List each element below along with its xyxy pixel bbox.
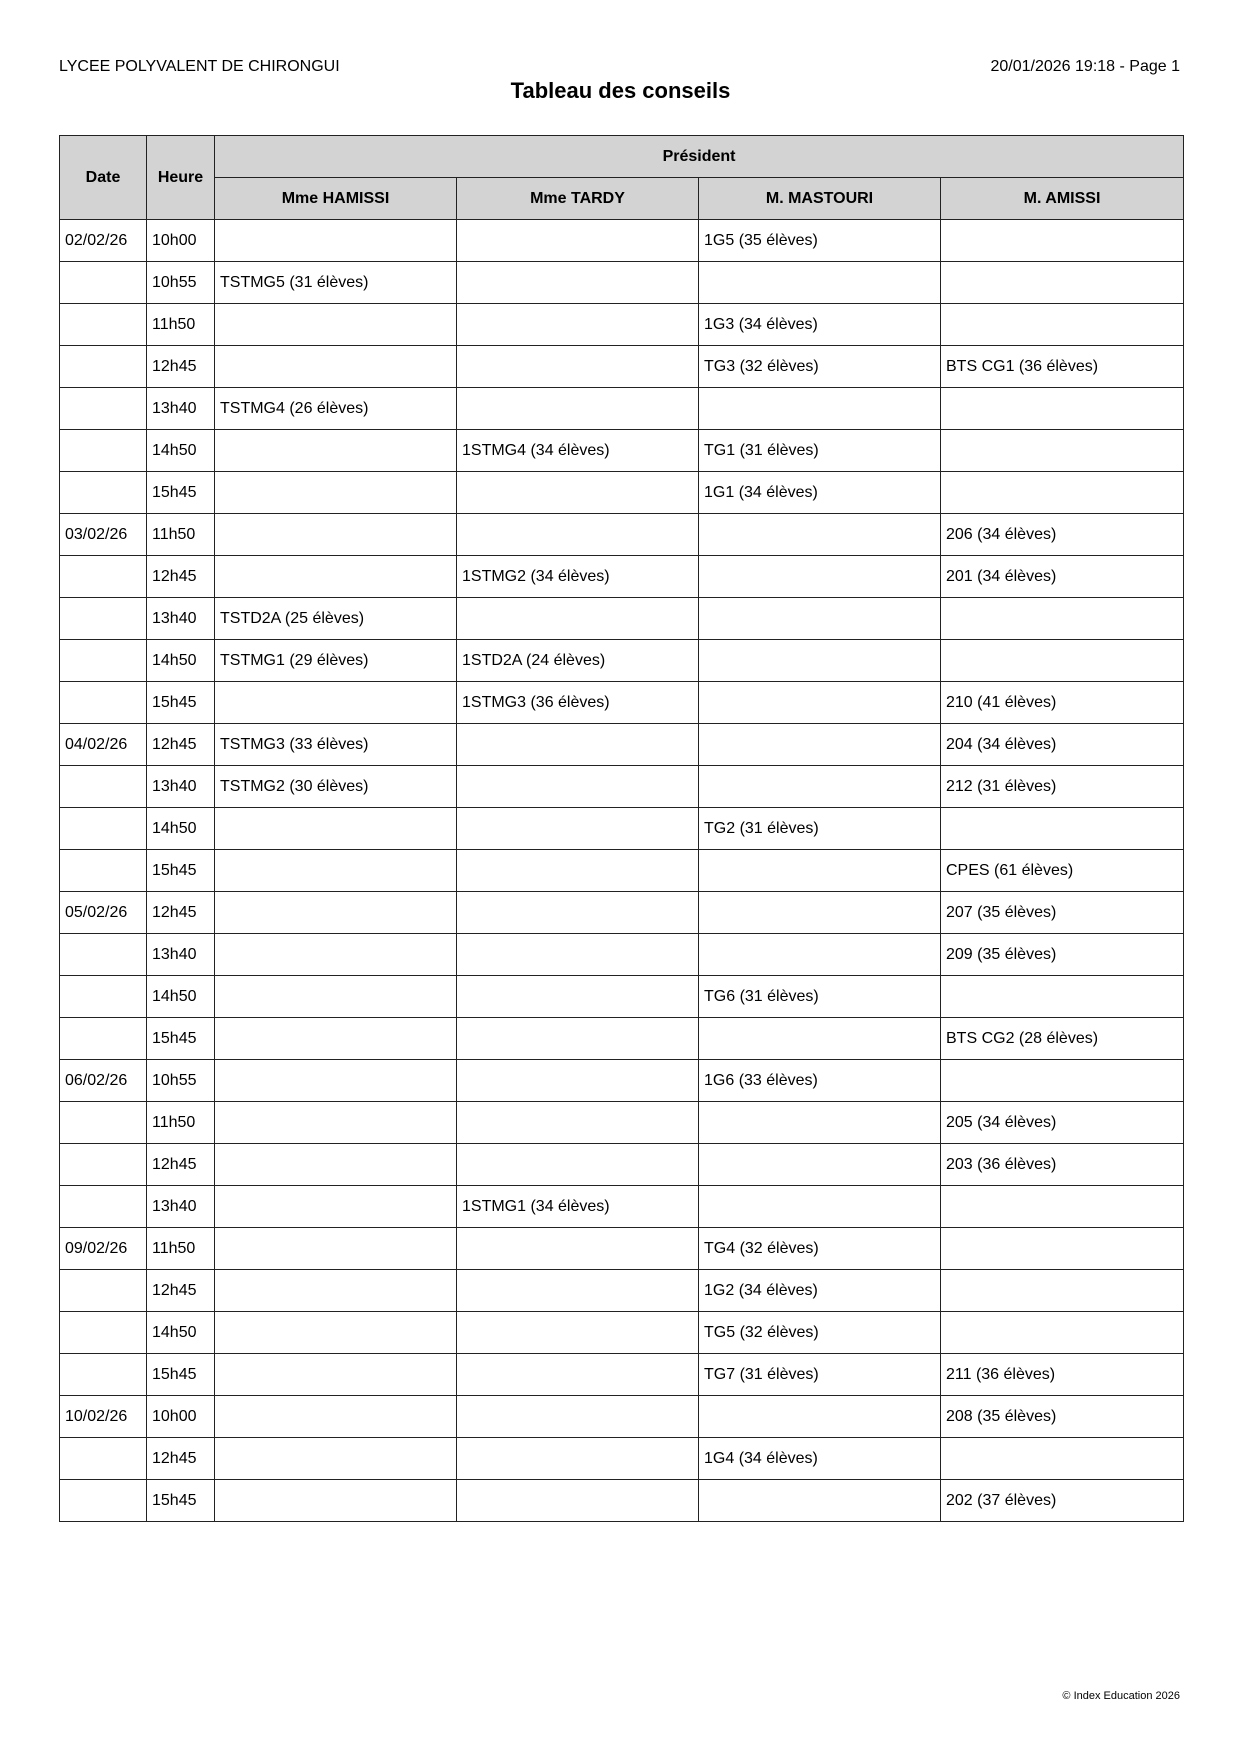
time-cell: 13h40 — [147, 934, 215, 976]
date-cell — [60, 682, 147, 724]
class-cell: TG7 (31 élèves) — [699, 1354, 941, 1396]
date-cell — [60, 346, 147, 388]
class-cell — [215, 220, 457, 262]
class-cell — [457, 1228, 699, 1270]
table-row — [60, 1228, 1184, 1270]
class-cell — [457, 808, 699, 850]
class-cell — [941, 808, 1184, 850]
copyright: © Index Education 2026 — [1062, 1690, 1180, 1702]
class-cell — [215, 1018, 457, 1060]
class-cell: 201 (34 élèves) — [941, 556, 1184, 598]
class-cell — [699, 1018, 941, 1060]
date-cell — [60, 766, 147, 808]
table-row — [60, 1396, 1184, 1438]
president-group-header: Président — [215, 136, 1184, 178]
time-cell: 12h45 — [147, 556, 215, 598]
page-title: Tableau des conseils — [510, 78, 731, 103]
class-cell — [215, 1312, 457, 1354]
class-cell — [457, 1480, 699, 1522]
time-cell: 11h50 — [147, 514, 215, 556]
class-cell — [215, 1228, 457, 1270]
table-row — [60, 1102, 1184, 1144]
class-cell — [699, 1102, 941, 1144]
class-cell: 205 (34 élèves) — [941, 1102, 1184, 1144]
class-cell — [941, 976, 1184, 1018]
date-cell: 05/02/26 — [60, 892, 147, 934]
time-cell: 15h45 — [147, 1018, 215, 1060]
time-cell: 14h50 — [147, 976, 215, 1018]
date-cell — [60, 598, 147, 640]
date-cell — [60, 1102, 147, 1144]
class-cell: 1G4 (34 élèves) — [699, 1438, 941, 1480]
table-row — [60, 1060, 1184, 1102]
class-cell — [699, 598, 941, 640]
class-cell: TG4 (32 élèves) — [699, 1228, 941, 1270]
class-cell — [941, 430, 1184, 472]
time-cell: 14h50 — [147, 1312, 215, 1354]
date-cell — [60, 640, 147, 682]
class-cell — [457, 598, 699, 640]
time-cell: 13h40 — [147, 388, 215, 430]
class-cell — [941, 304, 1184, 346]
class-cell — [457, 1312, 699, 1354]
class-cell: TG5 (32 élèves) — [699, 1312, 941, 1354]
class-cell: 203 (36 élèves) — [941, 1144, 1184, 1186]
class-cell: 208 (35 élèves) — [941, 1396, 1184, 1438]
class-cell: 1G2 (34 élèves) — [699, 1270, 941, 1312]
class-cell — [941, 388, 1184, 430]
class-cell — [457, 1354, 699, 1396]
class-cell — [215, 1144, 457, 1186]
class-cell — [215, 1354, 457, 1396]
table-row — [60, 1186, 1184, 1228]
class-cell — [215, 1480, 457, 1522]
councils-table — [59, 135, 1184, 1522]
table-row — [60, 598, 1184, 640]
time-cell: 15h45 — [147, 472, 215, 514]
class-cell: 1G6 (33 élèves) — [699, 1060, 941, 1102]
time-cell: 15h45 — [147, 682, 215, 724]
class-cell — [941, 220, 1184, 262]
class-cell: TG2 (31 élèves) — [699, 808, 941, 850]
table-row — [60, 724, 1184, 766]
date-cell — [60, 976, 147, 1018]
class-cell: TSTMG3 (33 élèves) — [215, 724, 457, 766]
class-cell — [699, 640, 941, 682]
class-cell — [215, 850, 457, 892]
class-cell — [457, 220, 699, 262]
class-cell — [457, 1144, 699, 1186]
class-cell — [215, 556, 457, 598]
class-cell — [457, 472, 699, 514]
class-cell: CPES (61 élèves) — [941, 850, 1184, 892]
class-cell: TG1 (31 élèves) — [699, 430, 941, 472]
class-cell — [941, 472, 1184, 514]
time-cell: 11h50 — [147, 1102, 215, 1144]
class-cell — [215, 1102, 457, 1144]
table-row — [60, 1312, 1184, 1354]
class-cell — [457, 304, 699, 346]
class-cell — [457, 934, 699, 976]
table-row — [60, 1270, 1184, 1312]
time-cell: 13h40 — [147, 766, 215, 808]
class-cell — [457, 976, 699, 1018]
table-row — [60, 1354, 1184, 1396]
class-cell — [457, 1102, 699, 1144]
class-cell — [215, 934, 457, 976]
class-cell: 1STMG2 (34 élèves) — [457, 556, 699, 598]
president-column-header: M. MASTOURI — [699, 178, 941, 220]
class-cell — [941, 1228, 1184, 1270]
table-row — [60, 262, 1184, 304]
time-cell: 13h40 — [147, 598, 215, 640]
time-cell: 12h45 — [147, 1438, 215, 1480]
date-cell — [60, 556, 147, 598]
class-cell — [215, 1060, 457, 1102]
time-cell: 15h45 — [147, 1480, 215, 1522]
date-cell — [60, 1480, 147, 1522]
class-cell — [699, 1396, 941, 1438]
class-cell: 210 (41 élèves) — [941, 682, 1184, 724]
class-cell: 211 (36 élèves) — [941, 1354, 1184, 1396]
time-cell: 10h55 — [147, 262, 215, 304]
class-cell — [699, 682, 941, 724]
date-cell — [60, 1186, 147, 1228]
time-cell: 11h50 — [147, 1228, 215, 1270]
class-cell: 204 (34 élèves) — [941, 724, 1184, 766]
class-cell: 1STMG4 (34 élèves) — [457, 430, 699, 472]
table-row — [60, 556, 1184, 598]
date-cell: 10/02/26 — [60, 1396, 147, 1438]
class-cell — [457, 892, 699, 934]
class-cell: 209 (35 élèves) — [941, 934, 1184, 976]
time-cell: 10h55 — [147, 1060, 215, 1102]
class-cell: 202 (37 élèves) — [941, 1480, 1184, 1522]
table-row — [60, 430, 1184, 472]
table-row — [60, 388, 1184, 430]
time-cell: 15h45 — [147, 1354, 215, 1396]
class-cell — [699, 934, 941, 976]
class-cell: BTS CG2 (28 élèves) — [941, 1018, 1184, 1060]
table-row — [60, 808, 1184, 850]
date-cell — [60, 934, 147, 976]
class-cell — [215, 682, 457, 724]
class-cell: 1G5 (35 élèves) — [699, 220, 941, 262]
class-cell — [215, 1396, 457, 1438]
class-cell — [215, 808, 457, 850]
time-cell: 15h45 — [147, 850, 215, 892]
class-cell — [215, 1438, 457, 1480]
class-cell — [215, 892, 457, 934]
date-cell — [60, 808, 147, 850]
class-cell — [457, 724, 699, 766]
class-cell — [457, 514, 699, 556]
class-cell — [699, 1186, 941, 1228]
class-cell — [457, 388, 699, 430]
class-cell — [215, 1186, 457, 1228]
class-cell: TSTMG4 (26 élèves) — [215, 388, 457, 430]
time-cell: 12h45 — [147, 1270, 215, 1312]
class-cell: 206 (34 élèves) — [941, 514, 1184, 556]
class-cell — [215, 1270, 457, 1312]
date-column-header: Date — [60, 136, 147, 220]
time-cell: 10h00 — [147, 220, 215, 262]
class-cell — [699, 1480, 941, 1522]
date-cell — [60, 430, 147, 472]
president-column-header: Mme HAMISSI — [215, 178, 457, 220]
time-cell: 14h50 — [147, 808, 215, 850]
date-cell: 02/02/26 — [60, 220, 147, 262]
time-cell: 14h50 — [147, 430, 215, 472]
print-timestamp: 20/01/2026 19:18 - Page 1 — [990, 58, 1180, 75]
class-cell — [457, 1396, 699, 1438]
class-cell: 1G1 (34 élèves) — [699, 472, 941, 514]
class-cell — [457, 1270, 699, 1312]
time-cell: 12h45 — [147, 346, 215, 388]
date-cell — [60, 472, 147, 514]
time-cell: 14h50 — [147, 640, 215, 682]
date-cell: 09/02/26 — [60, 1228, 147, 1270]
class-cell — [215, 430, 457, 472]
class-cell — [215, 514, 457, 556]
table-row — [60, 976, 1184, 1018]
date-cell: 06/02/26 — [60, 1060, 147, 1102]
class-cell: 212 (31 élèves) — [941, 766, 1184, 808]
class-cell — [699, 388, 941, 430]
class-cell: TSTMG5 (31 élèves) — [215, 262, 457, 304]
date-cell: 04/02/26 — [60, 724, 147, 766]
class-cell: 207 (35 élèves) — [941, 892, 1184, 934]
class-cell — [457, 850, 699, 892]
time-cell: 12h45 — [147, 724, 215, 766]
class-cell — [941, 1312, 1184, 1354]
class-cell — [457, 346, 699, 388]
class-cell — [215, 346, 457, 388]
class-cell — [699, 262, 941, 304]
class-cell — [457, 1060, 699, 1102]
class-cell — [699, 724, 941, 766]
table-row — [60, 892, 1184, 934]
class-cell: TG6 (31 élèves) — [699, 976, 941, 1018]
class-cell: TSTMG1 (29 élèves) — [215, 640, 457, 682]
date-cell — [60, 1438, 147, 1480]
table-row — [60, 304, 1184, 346]
class-cell — [941, 640, 1184, 682]
table-row — [60, 346, 1184, 388]
president-column-header: M. AMISSI — [941, 178, 1184, 220]
date-cell — [60, 1018, 147, 1060]
class-cell — [699, 892, 941, 934]
table-row — [60, 682, 1184, 724]
table-row — [60, 934, 1184, 976]
time-column-header: Heure — [147, 136, 215, 220]
class-cell: TSTMG2 (30 élèves) — [215, 766, 457, 808]
class-cell — [215, 976, 457, 1018]
date-cell — [60, 1354, 147, 1396]
class-cell — [941, 262, 1184, 304]
table-row — [60, 766, 1184, 808]
time-cell: 10h00 — [147, 1396, 215, 1438]
table-row — [60, 850, 1184, 892]
table-row — [60, 220, 1184, 262]
class-cell — [941, 1438, 1184, 1480]
class-cell: 1STMG1 (34 élèves) — [457, 1186, 699, 1228]
class-cell: BTS CG1 (36 élèves) — [941, 346, 1184, 388]
class-cell — [457, 1438, 699, 1480]
date-cell — [60, 304, 147, 346]
table-body — [60, 220, 1184, 1522]
president-column-header: Mme TARDY — [457, 178, 699, 220]
class-cell — [699, 850, 941, 892]
class-cell — [457, 262, 699, 304]
class-cell — [215, 472, 457, 514]
date-cell — [60, 1312, 147, 1354]
class-cell — [699, 766, 941, 808]
table-row — [60, 472, 1184, 514]
class-cell — [699, 556, 941, 598]
class-cell: TSTD2A (25 élèves) — [215, 598, 457, 640]
class-cell: 1G3 (34 élèves) — [699, 304, 941, 346]
table-row — [60, 1144, 1184, 1186]
table-row — [60, 640, 1184, 682]
date-cell — [60, 262, 147, 304]
time-cell: 11h50 — [147, 304, 215, 346]
class-cell — [941, 1270, 1184, 1312]
table-row — [60, 1438, 1184, 1480]
class-cell — [457, 1018, 699, 1060]
time-cell: 12h45 — [147, 1144, 215, 1186]
class-cell — [941, 1186, 1184, 1228]
class-cell: 1STMG3 (36 élèves) — [457, 682, 699, 724]
class-cell — [699, 1144, 941, 1186]
time-cell: 13h40 — [147, 1186, 215, 1228]
class-cell: TG3 (32 élèves) — [699, 346, 941, 388]
table-row — [60, 1018, 1184, 1060]
class-cell — [941, 1060, 1184, 1102]
date-cell — [60, 1144, 147, 1186]
class-cell — [699, 514, 941, 556]
school-name: LYCEE POLYVALENT DE CHIRONGUI — [59, 58, 340, 75]
class-cell — [215, 304, 457, 346]
class-cell: 1STD2A (24 élèves) — [457, 640, 699, 682]
date-cell — [60, 388, 147, 430]
class-cell — [941, 598, 1184, 640]
class-cell — [457, 766, 699, 808]
time-cell: 12h45 — [147, 892, 215, 934]
table-row — [60, 514, 1184, 556]
date-cell — [60, 850, 147, 892]
date-cell: 03/02/26 — [60, 514, 147, 556]
date-cell — [60, 1270, 147, 1312]
table-row — [60, 1480, 1184, 1522]
